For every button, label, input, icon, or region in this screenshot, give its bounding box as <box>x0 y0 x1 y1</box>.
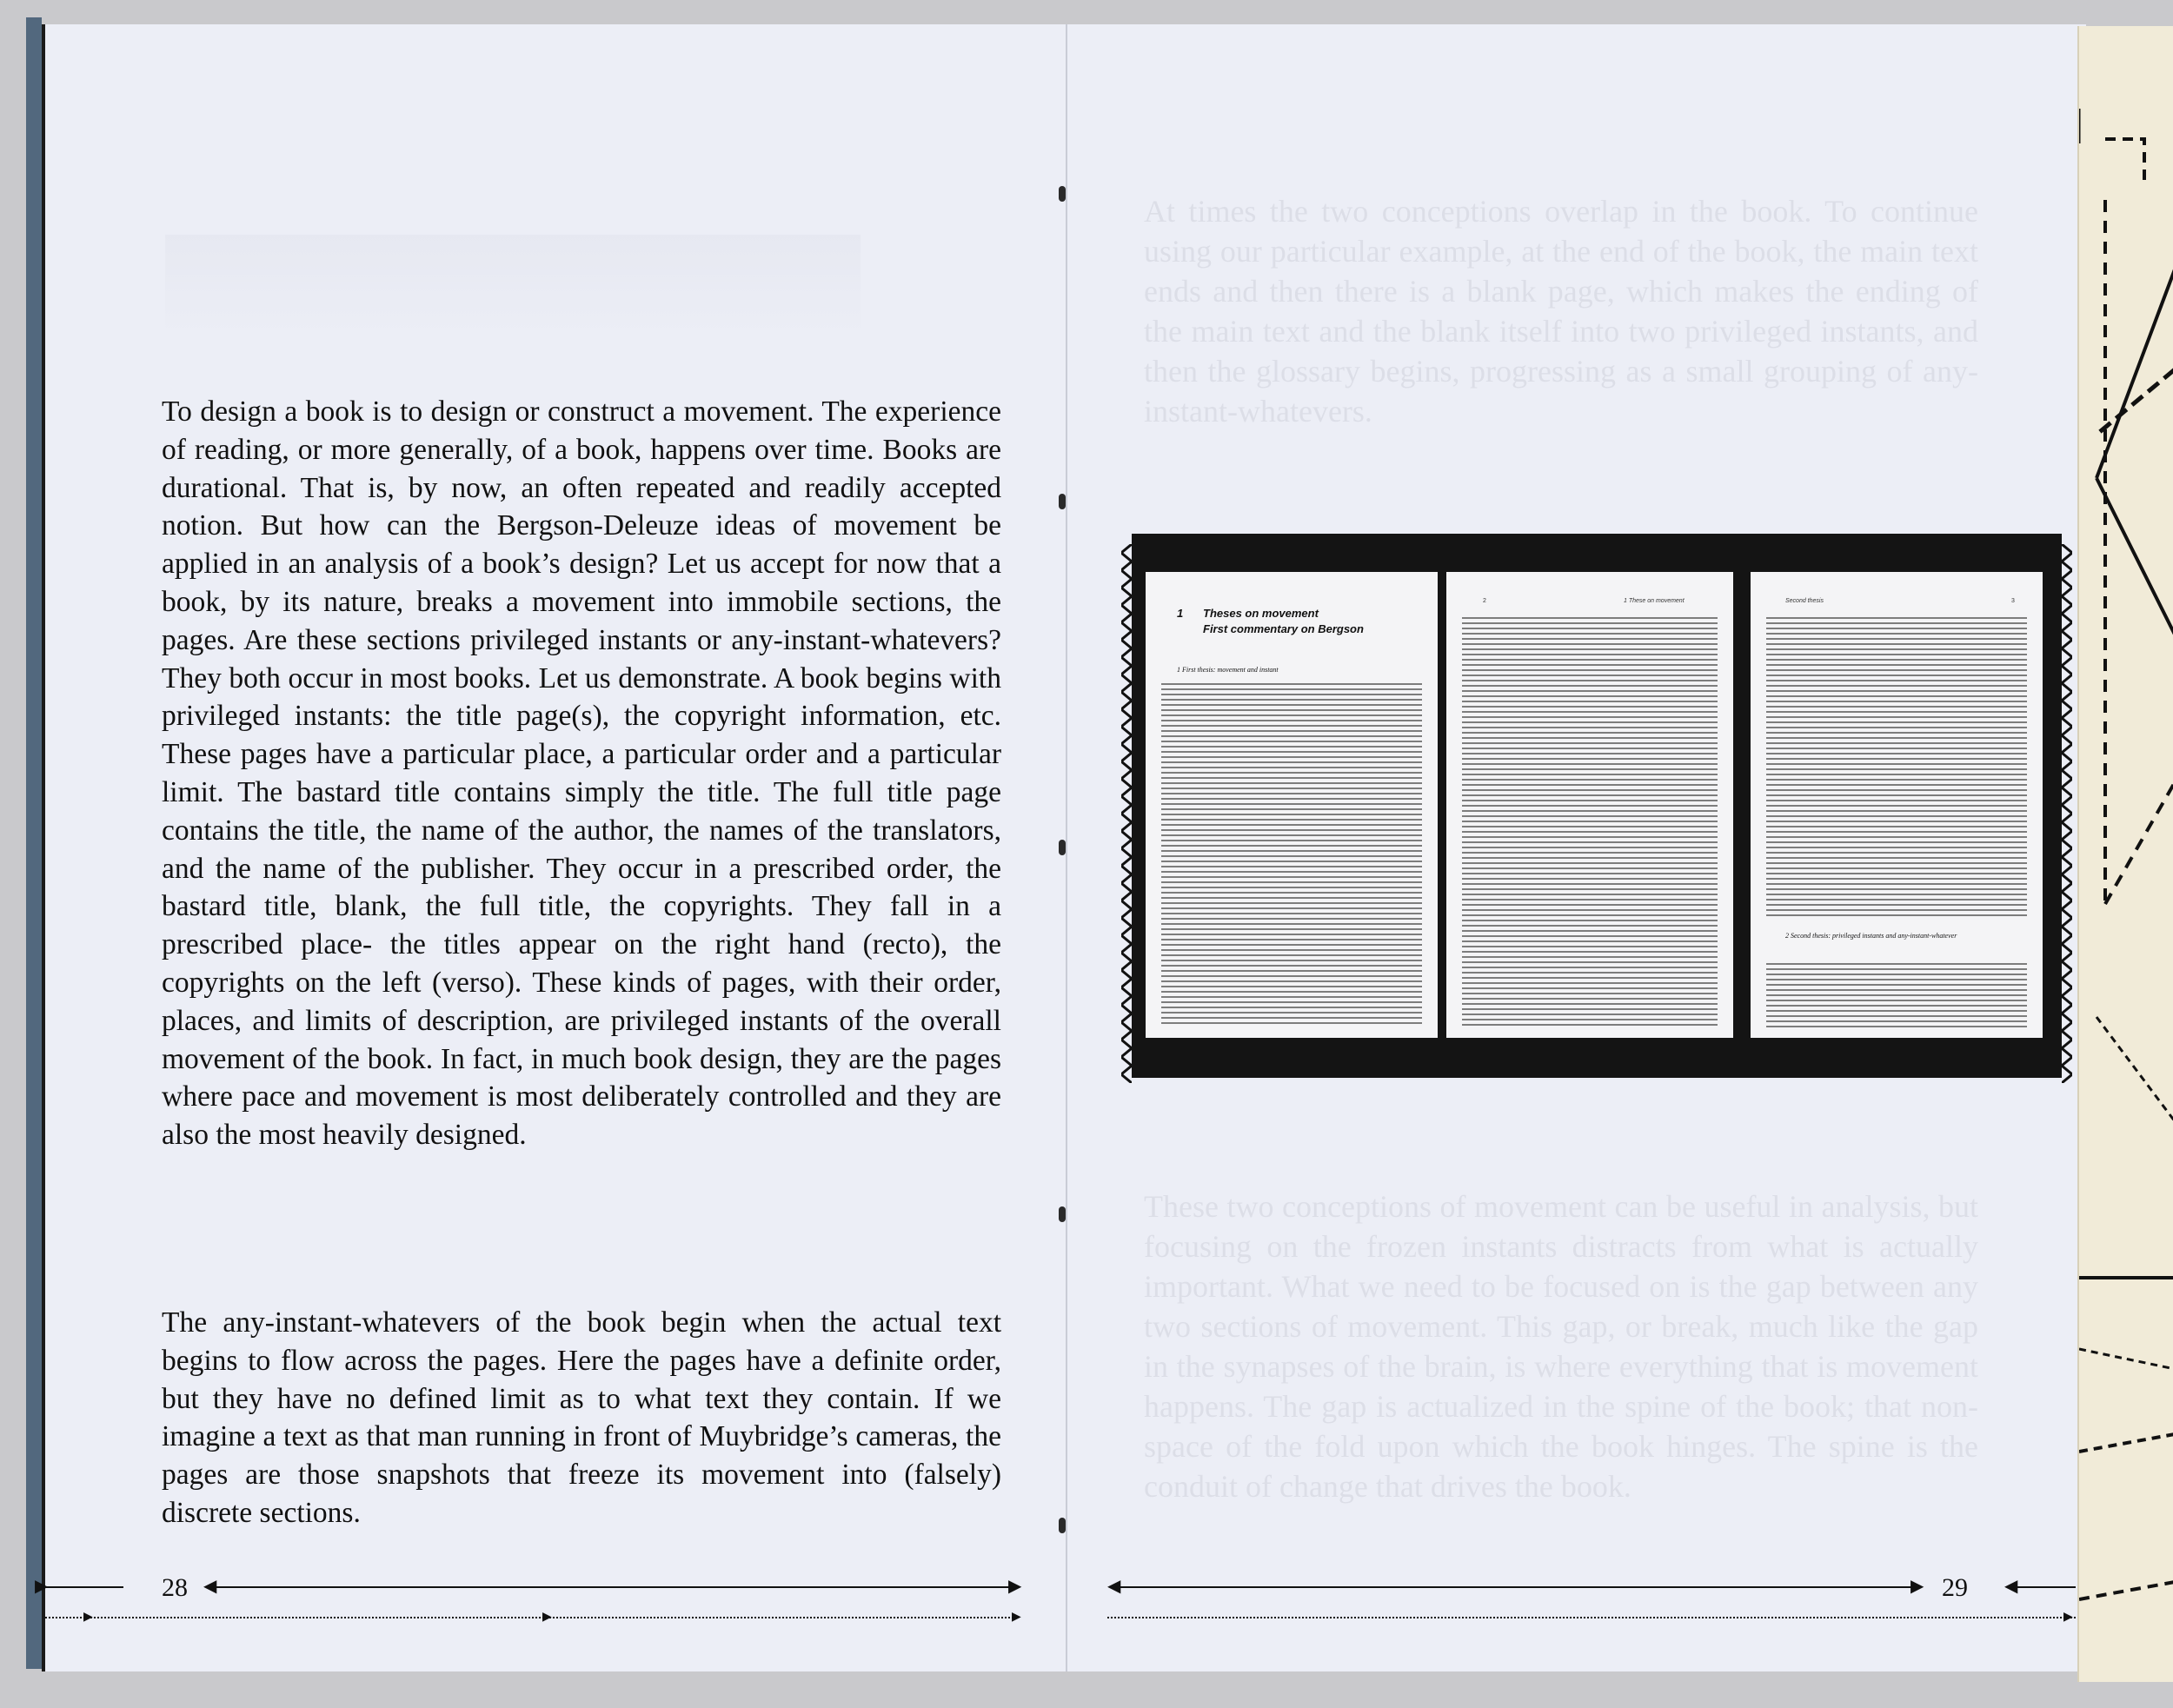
footer-dotted-rule-left <box>45 1617 1013 1618</box>
thumb-section-title: 2 Second thesis: privileged instants and any-instant-whatever <box>1785 932 1957 940</box>
book-pages-figure <box>1132 534 2062 1078</box>
arrow-right-icon: ▶ <box>1008 1577 1022 1596</box>
footer-rule-left-a <box>45 1586 123 1588</box>
arrow-right-icon: ▶ <box>2063 1611 2073 1624</box>
thumb-text-block <box>1766 617 2027 918</box>
thumb-text-block <box>1161 683 1422 1027</box>
thumb-page-number: 2 <box>1483 598 1486 604</box>
thumb-heading: Theses on movement <box>1203 607 1319 620</box>
arrow-left-icon: ◀ <box>1107 1577 1121 1596</box>
footer-rule-right-a <box>1118 1586 1916 1588</box>
thumbnail-page-3 <box>1751 572 2043 1038</box>
binding-hole <box>1059 186 1066 202</box>
show-through-shadow <box>165 235 861 339</box>
binding-hole <box>1059 494 1066 509</box>
page-number-right: 29 <box>1942 1573 1968 1602</box>
binding-hole <box>1059 840 1066 855</box>
footer-dotted-rule-right <box>1107 1617 2076 1618</box>
thumbnail-page-2 <box>1446 572 1733 1038</box>
binding-thread <box>26 17 42 1669</box>
thumb-page-number: 1 <box>1177 607 1184 620</box>
left-paragraph-1: To design a book is to design or construct a movement. The experience of reading, or more generally, of a book, happens over time. Books are durational. That is, by now, an often repeated and readily accepted notion. But how can the Bergson-Deleuze ideas of movement be applied in an analysis of a book’s design? Let us accept for now that a book, by its nature, breaks a movement into immobile sections, the pages. Are these sections privileged instants or any-instant-whatevers? They both occur in most books. Let us demonstrate. A book begins with privileged instants: the title page(s), the copyright information, etc. These pages have a particular place, a particular order and a particular limit. The bastard title contains simply the title. The full title page contains the title, the name of the author, the names of the translators, and the name of the publisher. They occur in a prescribed order, the bastard title, blank, the full title, the copyrights. They fall in a prescribed place- the titles appear on the right hand (recto), the copyrights on the left (verso). These kinds of pages, with their order, places, and limits of description, are privileged instants of the overall movement of the book. In fact, in much book design, they are the pages where pace and movement is most deliberately controlled and they are also the most heavily designed. <box>162 395 1001 1152</box>
cover-diagram <box>2079 26 2173 1682</box>
thumb-subheading: First commentary on Bergson <box>1203 622 1364 635</box>
left-paragraph-2: The any-instant-whatevers of the book begin when the actual text begins to flow across the pages. Here the pages have a definite order, but they have no defined limit as to what text they contain. If we imagine a text as that man running in front of Muybridge’s cameras, the pages are those snapshots that freeze its movement into (falsely) discrete sections. <box>162 1306 1001 1529</box>
faded-paragraph-top: At times the two conceptions overlap in the book. To continue using our particular example, at the end of the book, the main text ends and then there is a blank page, which makes the ending of the main text and the blank itself into two privileged instants, and then the glossary begins, progressing as a small grouping of any-instant-whatevers. <box>1144 194 1978 429</box>
footer-rule-left-b <box>214 1586 1012 1588</box>
binding-hole <box>1059 1206 1066 1222</box>
arrow-right-icon: ▶ <box>542 1611 552 1624</box>
binding-hole <box>1059 1518 1066 1533</box>
zigzag-edge-left <box>1121 544 1132 1083</box>
cover-edge <box>2077 26 2173 1682</box>
thumbnail-page-1 <box>1146 572 1438 1038</box>
page-number-left: 28 <box>162 1573 188 1602</box>
arrow-right-icon: ▶ <box>83 1611 93 1624</box>
thumb-text-block <box>1766 963 2027 1027</box>
thumb-page-number: 3 <box>2011 598 2015 604</box>
arrow-left-icon: ◀ <box>203 1577 217 1596</box>
thumb-text-block <box>1462 617 1718 1026</box>
faded-paragraph-bottom: These two conceptions of movement can be useful in analysis, but focusing on the frozen instants distracts from what is actually important. What we need to be focused on is the gap between any two sections of movement. This gap, or break, much like the gap in the synapses of the brain, is where everything that is movement happens. The gap is actualized in the spine of the book; that non-space of the fold upon which the book hinges. The spine is the conduit of change that drives the book. <box>1144 1189 1978 1504</box>
thumb-running-head: 1 These on movement <box>1624 598 1685 604</box>
arrow-right-icon: ▶ <box>1012 1611 1021 1624</box>
arrow-right-icon: ▶ <box>35 1577 49 1596</box>
thumb-running-head: Second thesis <box>1785 598 1824 604</box>
thumb-section-title: 1 First thesis: movement and instant <box>1177 666 1279 674</box>
arrow-left-icon: ◀ <box>2004 1577 2018 1596</box>
zigzag-edge-right <box>2062 544 2072 1083</box>
footer-rule-right-b <box>2015 1586 2076 1588</box>
arrow-right-icon: ▶ <box>1911 1577 1924 1596</box>
